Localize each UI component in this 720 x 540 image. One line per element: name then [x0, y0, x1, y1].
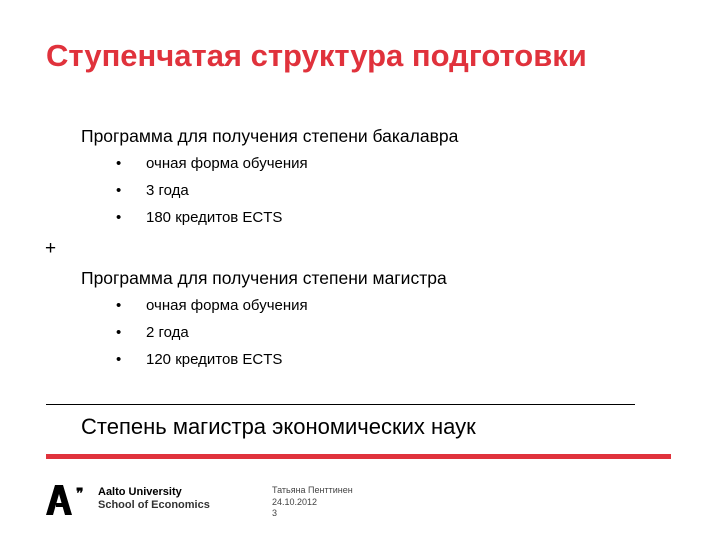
master-item-text: 120 кредитов ECTS — [146, 351, 283, 368]
bachelor-item-3 — [116, 209, 282, 226]
bullet-icon: • — [116, 155, 122, 172]
slide-title: Ступенчатая структура подготовки — [46, 38, 587, 73]
bachelor-item-text: 180 кредитов ECTS — [146, 209, 283, 226]
sum-line — [46, 404, 635, 405]
university-name — [98, 486, 210, 512]
svg-text:❞: ❞ — [76, 485, 84, 501]
page-number: 3 — [272, 508, 278, 518]
bullet-icon: • — [116, 297, 122, 314]
bachelor-item-text: 3 года — [146, 182, 189, 199]
footer-meta — [272, 485, 353, 520]
bachelor-item-2 — [116, 182, 189, 199]
master-item-text: 2 года — [146, 324, 189, 341]
bullet-icon: • — [116, 209, 122, 226]
master-item-1 — [116, 297, 308, 314]
plus-sign: + — [45, 238, 57, 259]
footer-divider — [46, 454, 671, 459]
author-name: Татьяна Пенттинен — [272, 485, 353, 495]
university-label: Aalto University — [98, 486, 182, 498]
master-item-3 — [116, 351, 282, 368]
school-label: School of Economics — [98, 499, 210, 511]
result-degree: Степень магистра экономических наук — [81, 414, 476, 439]
bachelor-heading: Программа для получения степени бакалавра — [81, 126, 459, 146]
master-item-text: очная форма обучения — [146, 297, 308, 314]
bullet-icon: • — [116, 324, 122, 341]
bullet-icon: • — [116, 182, 122, 199]
aalto-logo-icon — [46, 485, 94, 515]
bullet-icon: • — [116, 351, 122, 368]
master-heading: Программа для получения степени магистра — [81, 268, 447, 288]
master-item-2 — [116, 324, 189, 341]
bachelor-item-1 — [116, 155, 308, 172]
slide-date: 24.10.2012 — [272, 496, 318, 507]
bachelor-item-text: очная форма обучения — [146, 155, 308, 172]
